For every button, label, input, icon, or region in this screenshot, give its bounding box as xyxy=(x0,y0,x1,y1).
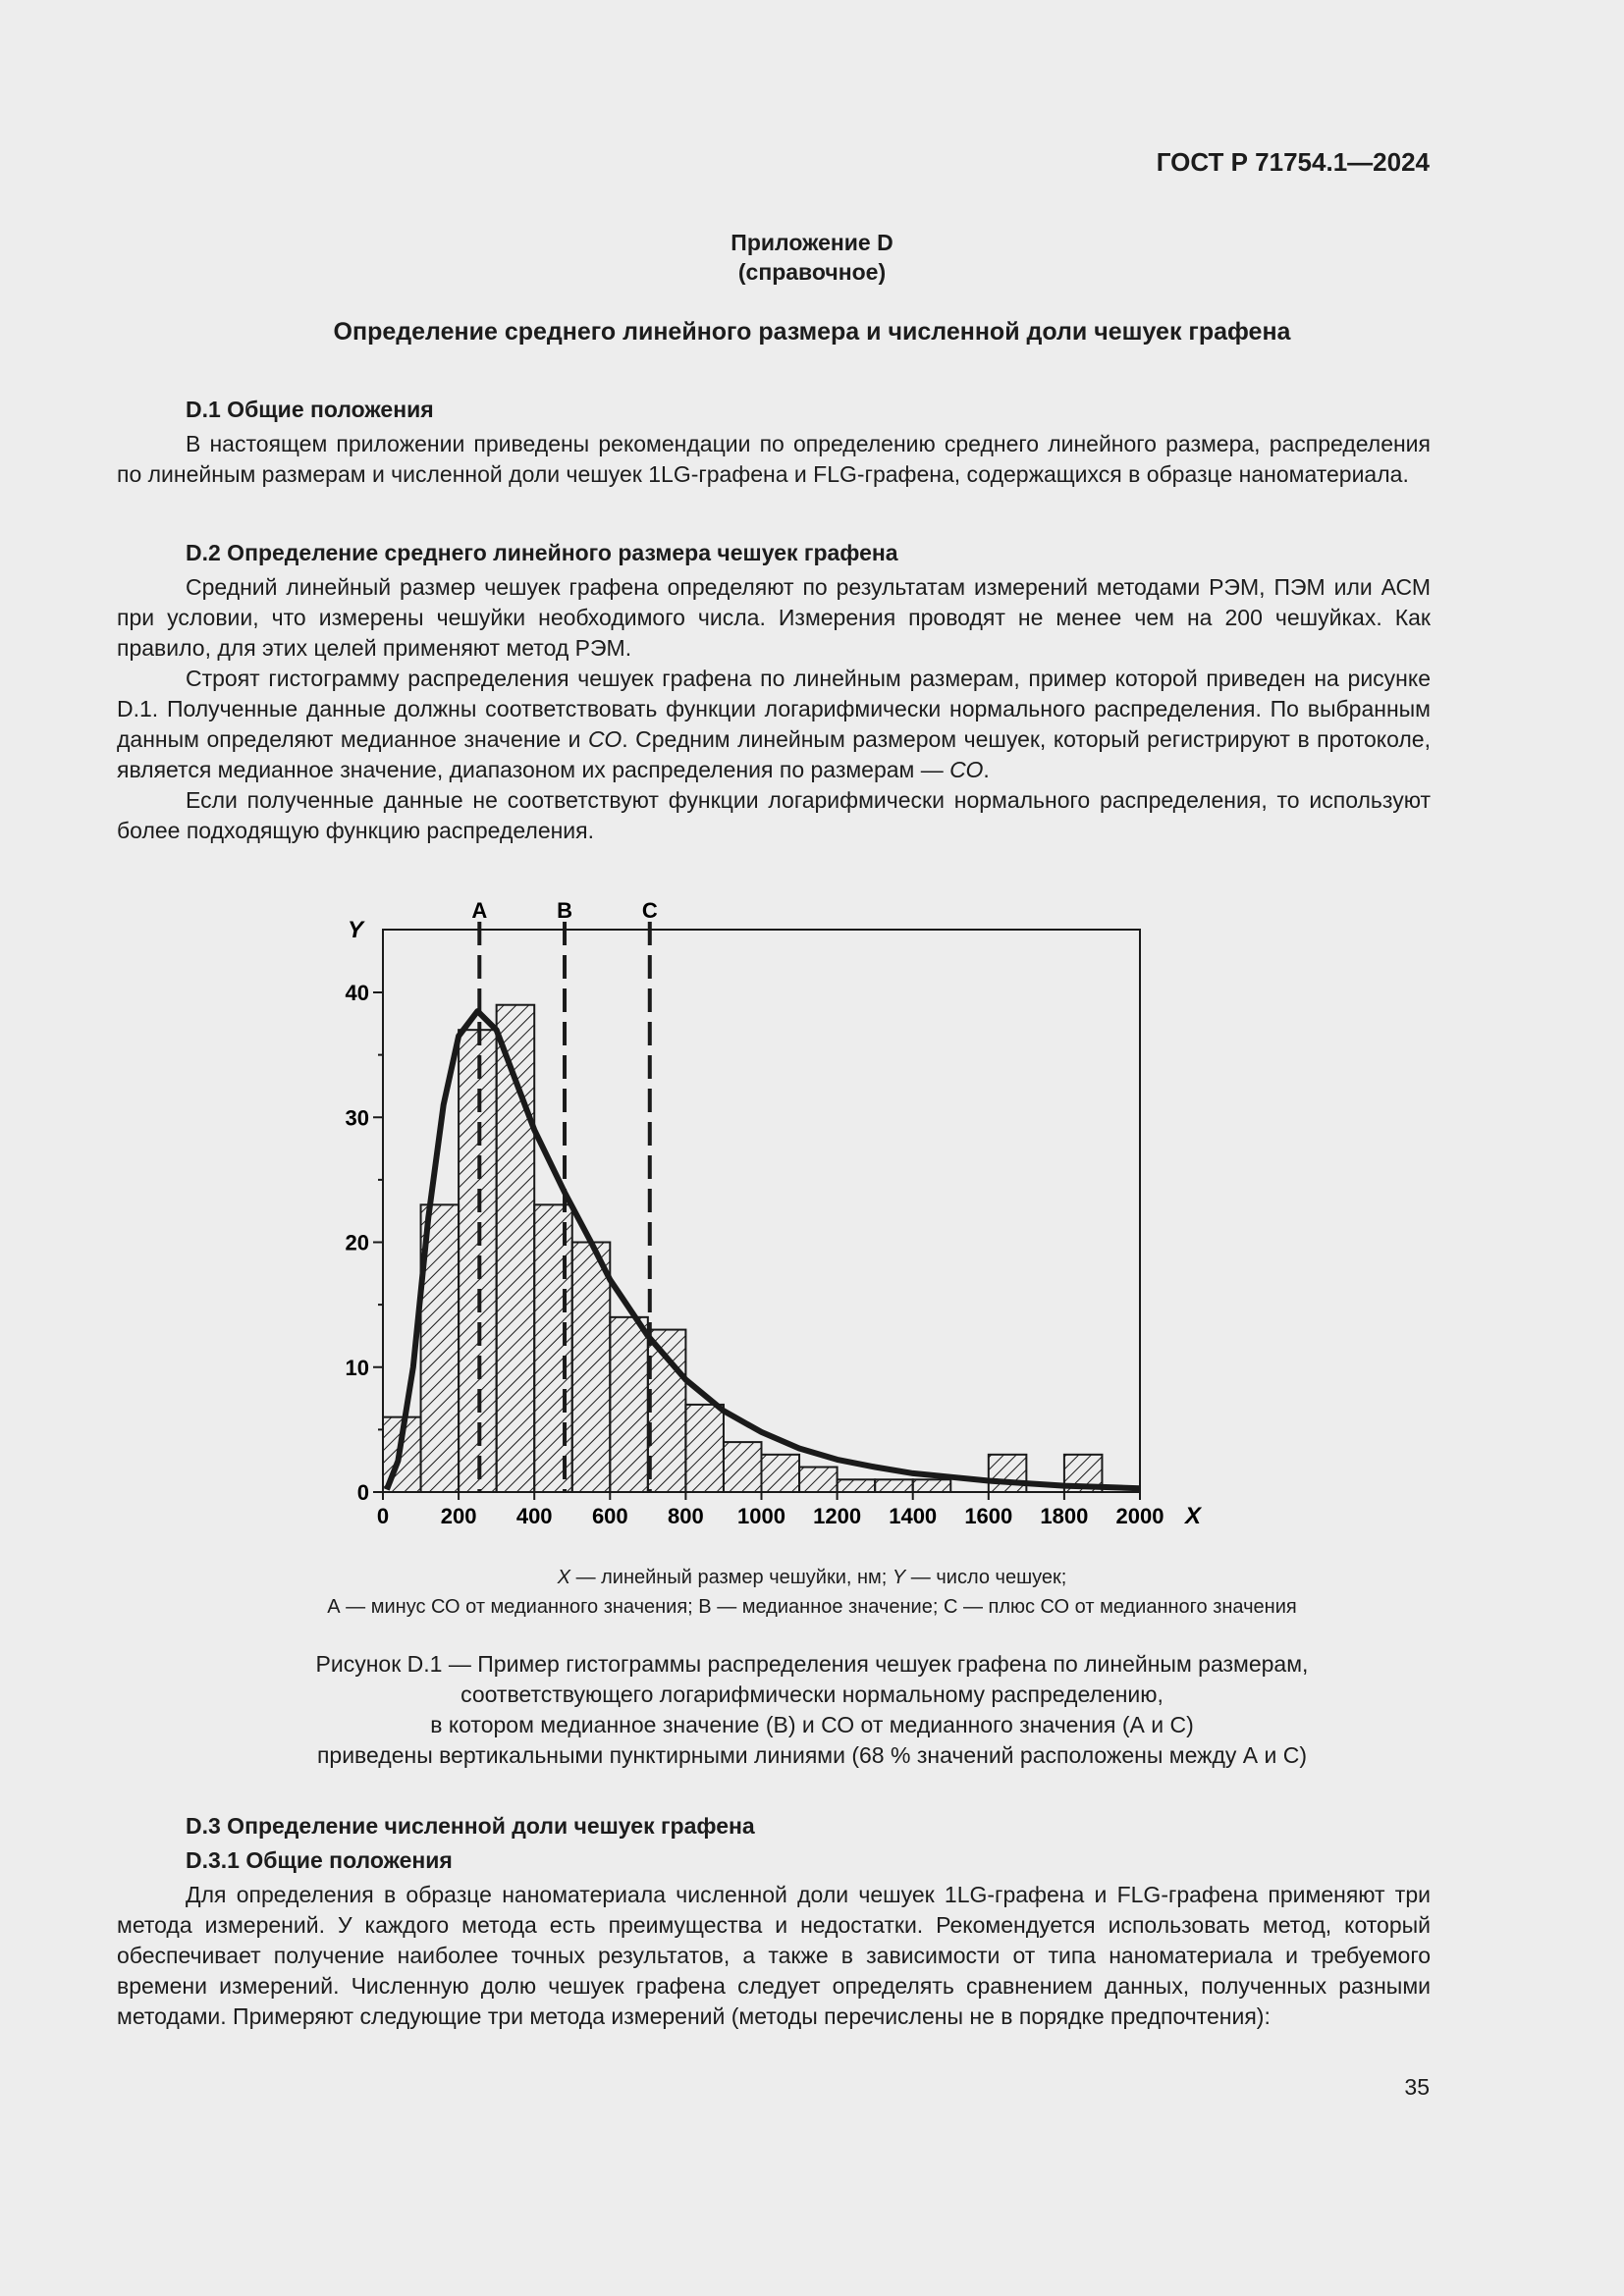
figure-legend xyxy=(0,1563,1624,1622)
y-tick-label: 30 xyxy=(345,1105,369,1131)
paragraph-part: . xyxy=(983,757,990,782)
marker-label-b: B xyxy=(557,898,572,923)
section-heading: D.1 Общие положения xyxy=(186,397,434,422)
paragraph: Средний линейный размер чешуек графена определяют по результатам измерений методами РЭМ, ПЭМ или АСМ при условии, что измерены чешуйки необходимого числа. Измерения проводят не менее чем на 200 чешуйках. Как правило, для этих целей применяют метод РЭМ. xyxy=(117,574,1431,661)
x-tick-label: 2000 xyxy=(1115,1504,1164,1528)
page-number: 35 xyxy=(1404,2074,1430,2100)
y-variable: Y xyxy=(892,1567,906,1588)
histogram-bar xyxy=(838,1479,876,1492)
legend-line-1 xyxy=(0,1563,1624,1592)
y-axis-label: Y xyxy=(347,917,364,943)
caption-line: соответствующего логарифмически нормальному распределению, xyxy=(460,1682,1164,1707)
co-term: СО xyxy=(588,726,623,752)
x-tick-label: 1600 xyxy=(964,1504,1013,1528)
histogram-bar xyxy=(799,1468,838,1492)
histogram-bar xyxy=(685,1405,724,1492)
legend-text: — число чешуек; xyxy=(905,1567,1067,1588)
section-d3 xyxy=(117,1811,1431,2032)
paragraph: В настоящем приложении приведены рекомендации по определению среднего линейного размера, распределения по линейным размерам и численной доли чешуек 1LG-графена и FLG-графена, содержащихся в образце наноматериала. xyxy=(117,431,1431,487)
appendix-title-block xyxy=(0,228,1624,287)
x-tick-label: 600 xyxy=(591,1504,628,1528)
y-tick-label: 40 xyxy=(345,981,369,1005)
marker-label-a: A xyxy=(471,898,488,923)
figure-caption xyxy=(0,1649,1624,1771)
subsection-heading: D.3.1 Общие положения xyxy=(186,1847,453,1873)
marker-label-c: C xyxy=(641,898,658,923)
x-tick-label: 400 xyxy=(515,1504,553,1528)
co-term: СО xyxy=(949,757,984,782)
x-tick-label: 200 xyxy=(440,1504,477,1528)
legend-text: — линейный размер чешуйки, нм; xyxy=(570,1567,893,1588)
appendix-title: Приложение D xyxy=(731,230,893,255)
x-tick-label: 1800 xyxy=(1040,1504,1089,1528)
x-tick-label: 1000 xyxy=(737,1504,785,1528)
x-variable: X xyxy=(557,1567,571,1588)
paragraph-part: . Средним линейным размером чешуек, который регистрируют в протоколе, является медианное значение, диапазоном их распределения по размерам — xyxy=(117,726,1431,782)
section-heading: D.3 Определение численной доли чешуек графена xyxy=(186,1813,755,1839)
y-tick-label: 0 xyxy=(356,1480,369,1505)
histogram-bar xyxy=(572,1243,611,1493)
appendix-heading: Определение среднего линейного размера и численной доли чешуек графена xyxy=(333,318,1291,346)
x-axis-label: X xyxy=(1185,1503,1202,1529)
histogram-chart xyxy=(0,883,1624,1571)
histogram-bar xyxy=(610,1317,648,1492)
section-d1 xyxy=(117,395,1431,490)
paragraph-part: Строят гистограмму распределения чешуек графена по линейным размерам, пример которой приведен на рисунке D.1. Полученные данные должны соответствовать функции логарифмически нормального распределения. По выбранным данным определяют медианное значение и xyxy=(117,666,1431,752)
section-d2 xyxy=(117,538,1431,846)
caption-line: приведены вертикальными пунктирными линиями (68 % значений расположены между А и С) xyxy=(316,1742,1308,1768)
x-tick-label: 800 xyxy=(668,1504,704,1528)
y-tick-label: 10 xyxy=(345,1355,369,1380)
histogram-bar xyxy=(989,1455,1027,1492)
histogram-bar xyxy=(875,1479,913,1492)
histogram-bar xyxy=(534,1204,572,1492)
paragraph: Если полученные данные не соответствуют функции логарифмически нормального распределения, то используют более подходящую функцию распределения. xyxy=(117,787,1431,843)
section-heading: D.2 Определение среднего линейного размера чешуек графена xyxy=(186,540,898,565)
caption-line: Рисунок D.1 — Пример гистограммы распределения чешуек графена по линейным размерам, xyxy=(315,1651,1309,1677)
legend-line-2: А — минус СО от медианного значения; В — медианное значение; С — плюс СО от медианного значения xyxy=(327,1596,1297,1618)
y-tick-label: 20 xyxy=(345,1230,369,1255)
x-tick-label: 0 xyxy=(376,1504,390,1528)
paragraph: Для определения в образце наноматериала численной доли чешуек 1LG-графена и FLG-графена применяют три метода измерений. У каждого метода есть преимущества и недостатки. Рекомендуется использовать метод, который обеспечивает получение наиболее точных результатов, а также в зависимости от типа наноматериала и требуемого времени измерений. Численную долю чешуек графена следует определять сравнением данных, полученных разными методами. Примеряют следующие три метода измерений (методы перечислены не в порядке предпочтения): xyxy=(117,1882,1431,2029)
histogram-bar xyxy=(762,1455,800,1492)
caption-line: в котором медианное значение (В) и СО от медианного значения (А и С) xyxy=(430,1712,1194,1737)
appendix-kind: (справочное) xyxy=(737,259,887,285)
standard-number: ГОСТ Р 71754.1—2024 xyxy=(1156,147,1430,177)
paragraph xyxy=(117,664,1431,785)
histogram-bar xyxy=(913,1479,951,1492)
x-tick-label: 1200 xyxy=(813,1504,862,1528)
x-tick-label: 1400 xyxy=(889,1504,938,1528)
histogram-bar xyxy=(724,1442,762,1492)
histogram-figure xyxy=(0,883,1624,1571)
